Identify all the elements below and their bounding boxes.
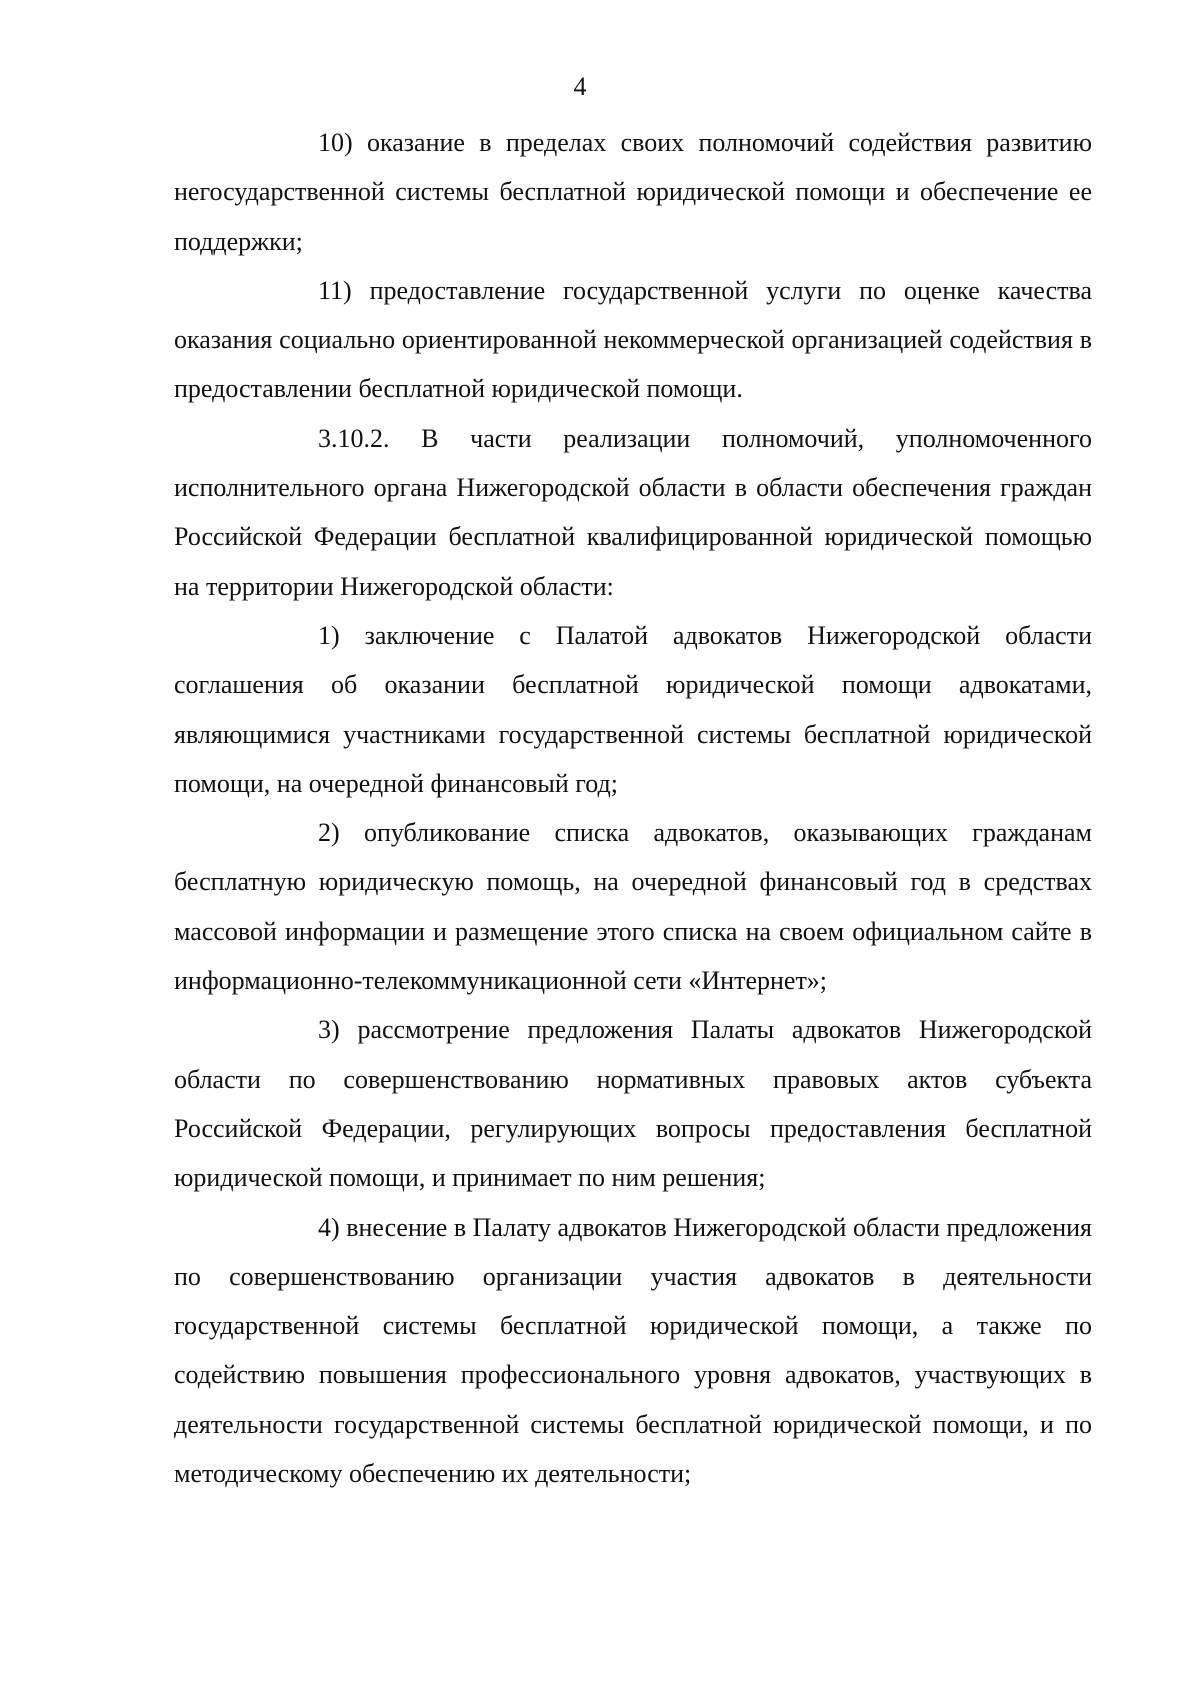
item-number: 3) — [318, 1015, 340, 1045]
paragraph-text: предоставление государственной услуги по оценке качества оказания социально ориентированной некоммерческой организацией содействия в предоставлении бесплатной юридической помощи. — [174, 275, 1092, 404]
section-number: 3.10.2. — [318, 423, 390, 453]
paragraph-item-2 — [174, 808, 1092, 1005]
item-number: 4) — [318, 1212, 340, 1242]
paragraph-item-3 — [174, 1005, 1092, 1202]
paragraph-item-1 — [174, 611, 1092, 808]
paragraph-item-4 — [174, 1203, 1092, 1499]
document-body — [174, 118, 1092, 1498]
paragraph-item-10 — [174, 118, 1092, 266]
paragraph-text: заключение с Палатой адвокатов Нижегородской области соглашения об оказании бесплатной юридической помощи адвокатами, являющимися участниками государственной системы бесплатной юридической помощи, на очередной финансовый год; — [174, 620, 1092, 798]
paragraph-text: рассмотрение предложения Палаты адвокатов Нижегородской области по совершенствованию нормативных правовых актов субъекта Российской Федерации, регулирующих вопросы предоставления бесплатной юридической помощи, и принимает по ним решения; — [174, 1015, 1092, 1193]
paragraph-text: оказание в пределах своих полномочий содействия развитию негосударственной системы бесплатной юридической помощи и обеспечение ее поддержки; — [174, 128, 1092, 256]
paragraph-text: В части реализации полномочий, уполномоченного исполнительного органа Нижегородской области в области обеспечения граждан Российской Федерации бесплатной квалифицированной юридической помощью на территории Нижегородской области: — [174, 423, 1093, 601]
item-number: 10) — [318, 128, 353, 157]
item-number: 11) — [318, 275, 352, 305]
paragraph-text: опубликование списка адвокатов, оказывающих гражданам бесплатную юридическую помощь, на очередной финансовый год в средствах массовой информации и размещение этого списка на своем официальном сайте в информационно-телекоммуникационной сети «Интернет»; — [174, 818, 1092, 996]
paragraph-text: внесение в Палату адвокатов Нижегородской области предложения по совершенствованию организации участия адвокатов в деятельности государственной системы бесплатной юридической помощи, а также по содействию повышения профессионального уровня адвокатов, участвующих в деятельности государственной системы бесплатной юридической помощи, и по методическому обеспечению их деятельности; — [174, 1212, 1092, 1489]
page-number: 4 — [573, 72, 587, 101]
paragraph-section-3-10-2 — [174, 414, 1092, 611]
item-number: 2) — [318, 818, 340, 848]
item-number: 1) — [318, 620, 340, 650]
paragraph-item-11 — [174, 266, 1092, 414]
